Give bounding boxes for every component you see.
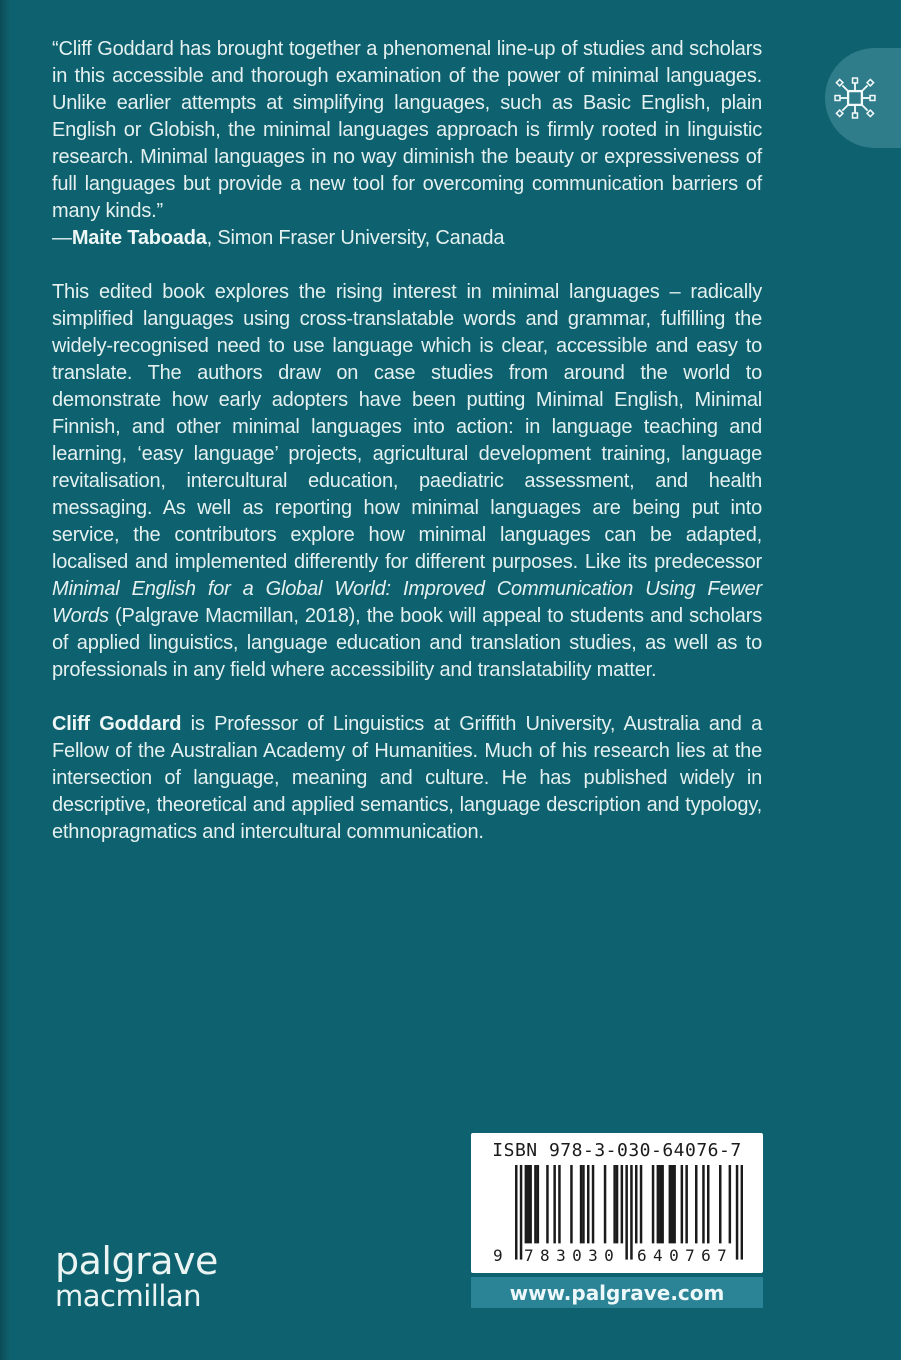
barcode-right-digits: 640767 <box>637 1246 734 1265</box>
publisher-logo-palgrave: palgrave <box>55 1239 218 1283</box>
publisher-logo-macmillan: macmillan <box>55 1279 202 1313</box>
book-description <box>52 279 762 684</box>
series-badge <box>825 48 901 148</box>
attribution-name: Maite Taboada <box>71 227 207 249</box>
isbn-barcode-panel <box>471 1133 763 1273</box>
endorsement-quote <box>52 36 762 225</box>
isbn-number: ISBN 978-3-030-64076-7 <box>492 1140 742 1161</box>
barcode-lead-digit: 9 <box>493 1246 503 1265</box>
publisher-logo <box>55 1241 218 1312</box>
description-tail: (Palgrave Macmillan, 2018), the book will appeal to students and scholars of applied linguistics, language education and translation studies, as well as to professionals in any field where accessibility and translatability matter. <box>52 605 762 681</box>
spine-edge-shadow <box>0 0 10 1360</box>
description-lead: This edited book explores the rising interest in minimal languages – radically simplified languages using cross-translatable words and grammar, fulfilling the widely-recognised need to use language which is clear, accessible and easy to translate. The authors draw on case studies from around the world to demonstrate how early adopters have been putting Minimal English, Minimal Finnish, and other minimal languages into action: in language teaching and learning, ‘easy language’ projects, agricultural development training, language revitalisation, intercultural education, paediatric assessment, and health messaging. As well as reporting how minimal languages are being put into service, the contributors explore how minimal languages can be adapted, localised and implemented differently for different purposes. Like its predecessor <box>52 281 762 573</box>
attribution-dash: — <box>52 227 72 249</box>
endorsement-attribution <box>52 225 762 252</box>
network-hub-icon <box>832 75 878 121</box>
publisher-website-bar <box>471 1277 763 1308</box>
endorsement-quote-text: “Cliff Goddard has brought together a phenomenal line-up of studies and scholars in this accessible and thorough examination of the power of minimal languages. Unlike earlier attempts at simplifying languages, such as Basic English, plain English or Globish, the minimal languages approach is firmly rooted in linguistic research. Minimal languages in no way diminish the beauty or expressiveness of full languages but provide a new tool for overcoming communication barriers of many kinds.” <box>52 38 762 222</box>
referenced-book-title: Minimal English for a Global World: Improved Communication Using Fewer Words <box>52 578 762 627</box>
barcode-left-digits: 783030 <box>524 1246 621 1265</box>
back-cover-text <box>52 36 762 873</box>
website-url: www.palgrave.com <box>509 1280 725 1305</box>
attribution-affiliation: , Simon Fraser University, Canada <box>206 227 505 249</box>
author-bio <box>52 711 762 846</box>
author-bio-text: is Professor of Linguistics at Griffith University, Australia and a Fellow of the Australian Academy of Humanities. Much of his research lies at the intersection of language, meaning and culture. He has published widely in descriptive, theoretical and applied semantics, language description and typology, ethnopragmatics and intercultural communication. <box>52 713 762 843</box>
author-name: Cliff Goddard <box>52 713 182 735</box>
ean13-barcode <box>491 1165 743 1265</box>
